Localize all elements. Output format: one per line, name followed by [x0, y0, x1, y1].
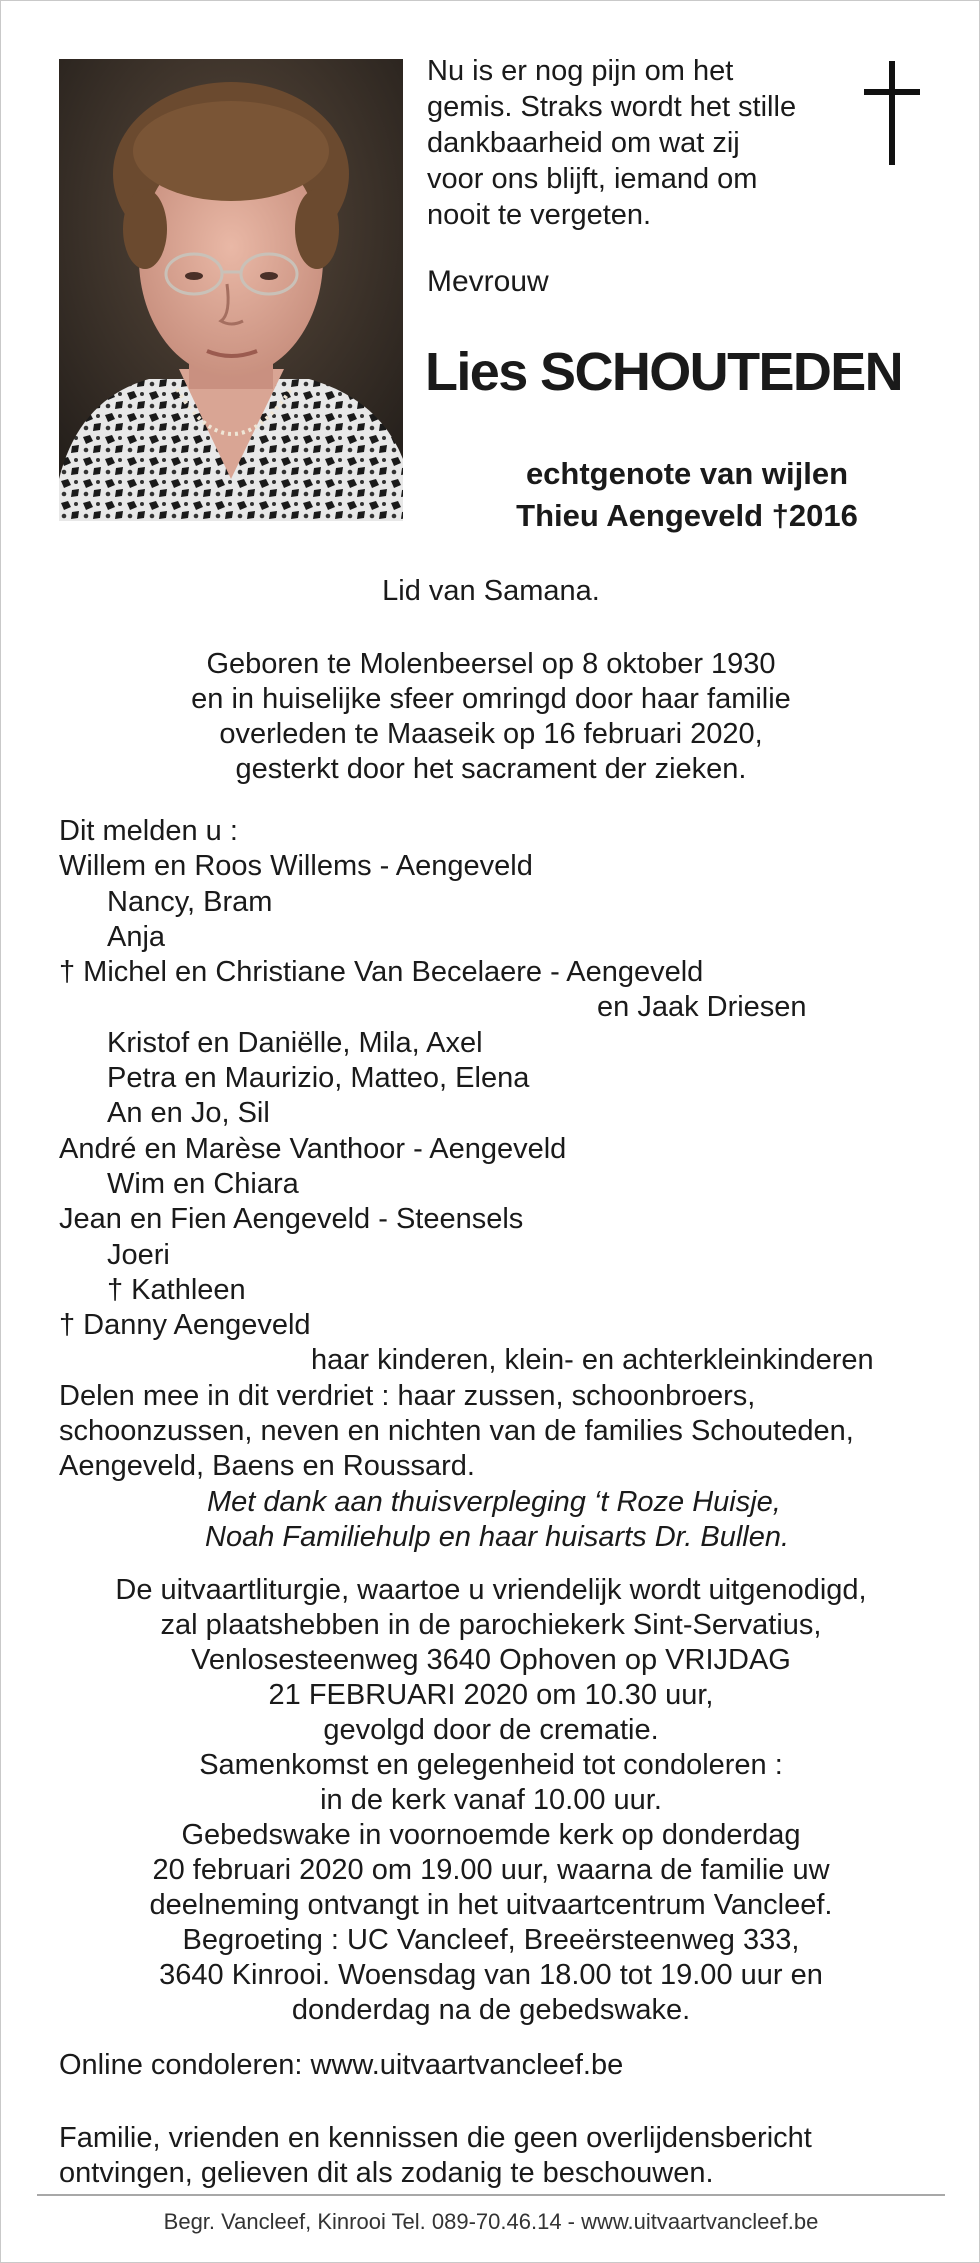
birth-death-line: gesterkt door het sacrament der zieken. — [235, 753, 747, 785]
family-line: Jean en Fien Aengeveld - Steensels — [59, 1203, 524, 1236]
closing-line: ontvingen, gelieven dit als zodanig te beschouwen. — [59, 2157, 714, 2189]
birth-death-line: overleden te Maaseik op 16 februari 2020, — [219, 718, 763, 750]
ceremony-line: 20 februari 2020 om 19.00 uur, waarna de familie uw — [152, 1854, 830, 1886]
family-line: Met dank aan thuisverpleging ‘t Roze Huisje, — [207, 1485, 781, 1518]
family-line: Petra en Maurizio, Matteo, Elena — [107, 1062, 530, 1095]
quote-line: dankbaarheid om wat zij — [427, 127, 740, 159]
family-line: An en Jo, Sil — [107, 1097, 270, 1130]
ceremony-line: gevolgd door de crematie. — [323, 1714, 659, 1746]
spouse-line: Thieu Aengeveld †2016 — [516, 498, 858, 533]
quote-line: Nu is er nog pijn om het — [427, 55, 734, 87]
family-line: en Jaak Driesen — [597, 991, 807, 1024]
family-line: † Kathleen — [107, 1273, 246, 1306]
family-line: Aengeveld, Baens en Roussard. — [59, 1450, 475, 1483]
ceremony-line: deelneming ontvangt in het uitvaartcentrum Vancleef. — [149, 1889, 833, 1921]
memorial-quote — [427, 53, 847, 233]
ceremony-line: De uitvaartliturgie, waartoe u vriendelijk wordt uitgenodigd, — [115, 1574, 867, 1606]
family-line: Kristof en Daniëlle, Mila, Axel — [107, 1026, 483, 1059]
cross-icon — [861, 61, 921, 165]
family-line: † Danny Aengeveld — [59, 1309, 311, 1342]
ceremony-line: Samenkomst en gelegenheid tot condoleren : — [199, 1749, 783, 1781]
deceased-name: Lies SCHOUTEDEN — [425, 342, 903, 402]
ceremony-line: Begroeting : UC Vancleef, Breeërsteenweg 333, — [182, 1924, 800, 1956]
family-line: haar kinderen, klein- en achterkleinkinderen — [311, 1344, 874, 1377]
portrait-photo — [59, 59, 403, 521]
ceremony-line: Gebedswake in voornoemde kerk op donderdag — [181, 1819, 801, 1851]
quote-line: nooit te vergeten. — [427, 199, 652, 231]
ceremony-info — [1, 1573, 980, 2028]
quote-line: gemis. Straks wordt het stille — [427, 91, 797, 123]
family-line: schoonzussen, neven en nichten van de families Schouteden, — [59, 1415, 854, 1448]
family-line: Wim en Chiara — [107, 1167, 299, 1200]
family-line: Dit melden u : — [59, 815, 238, 847]
funeral-home-footer: Begr. Vancleef, Kinrooi Tel. 089-70.46.14 - www.uitvaartvancleef.be — [163, 2209, 819, 2234]
spouse-info — [427, 453, 947, 537]
family-line: Willem en Roos Willems - Aengeveld — [59, 850, 533, 883]
family-list — [59, 814, 874, 1555]
honorific: Mevrouw — [427, 265, 549, 298]
quote-line: voor ons blijft, iemand om — [427, 163, 758, 195]
ceremony-line: zal plaatshebben in de parochiekerk Sint-Servatius, — [160, 1609, 822, 1641]
closing-note — [59, 2121, 812, 2191]
birth-death-line: en in huiselijke sfeer omringd door haar familie — [191, 683, 791, 715]
family-line: Delen mee in dit verdriet : haar zussen, schoonbroers, — [59, 1379, 756, 1412]
ceremony-line: 21 FEBRUARI 2020 om 10.30 uur, — [268, 1679, 714, 1711]
ceremony-line: Venlosesteenweg 3640 Ophoven op VRIJDAG — [191, 1644, 791, 1676]
birth-death-info — [1, 647, 980, 787]
ceremony-line: donderdag na de gebedswake. — [291, 1994, 691, 2026]
membership-line: Lid van Samana. — [382, 575, 600, 607]
family-line: Noah Familiehulp en haar huisarts Dr. Bullen. — [205, 1520, 790, 1553]
ceremony-line: in de kerk vanaf 10.00 uur. — [320, 1784, 662, 1816]
spouse-line: echtgenote van wijlen — [525, 456, 849, 491]
family-line: Anja — [107, 920, 166, 953]
membership — [1, 574, 980, 609]
birth-death-line: Geboren te Molenbeersel op 8 oktober 1930 — [206, 648, 776, 680]
footer-divider — [37, 2194, 945, 2196]
ceremony-line: 3640 Kinrooi. Woensdag van 18.00 tot 19.00 uur en — [159, 1959, 823, 1991]
family-line: Joeri — [107, 1238, 170, 1271]
closing-line: Familie, vrienden en kennissen die geen overlijdensbericht — [59, 2122, 812, 2154]
online-condolence: Online condoleren: www.uitvaartvancleef.be — [59, 2049, 624, 2081]
family-line: André en Marèse Vanthoor - Aengeveld — [59, 1132, 567, 1165]
family-line: Nancy, Bram — [107, 885, 273, 918]
family-line: † Michel en Christiane Van Becelaere - Aengeveld — [59, 956, 704, 989]
